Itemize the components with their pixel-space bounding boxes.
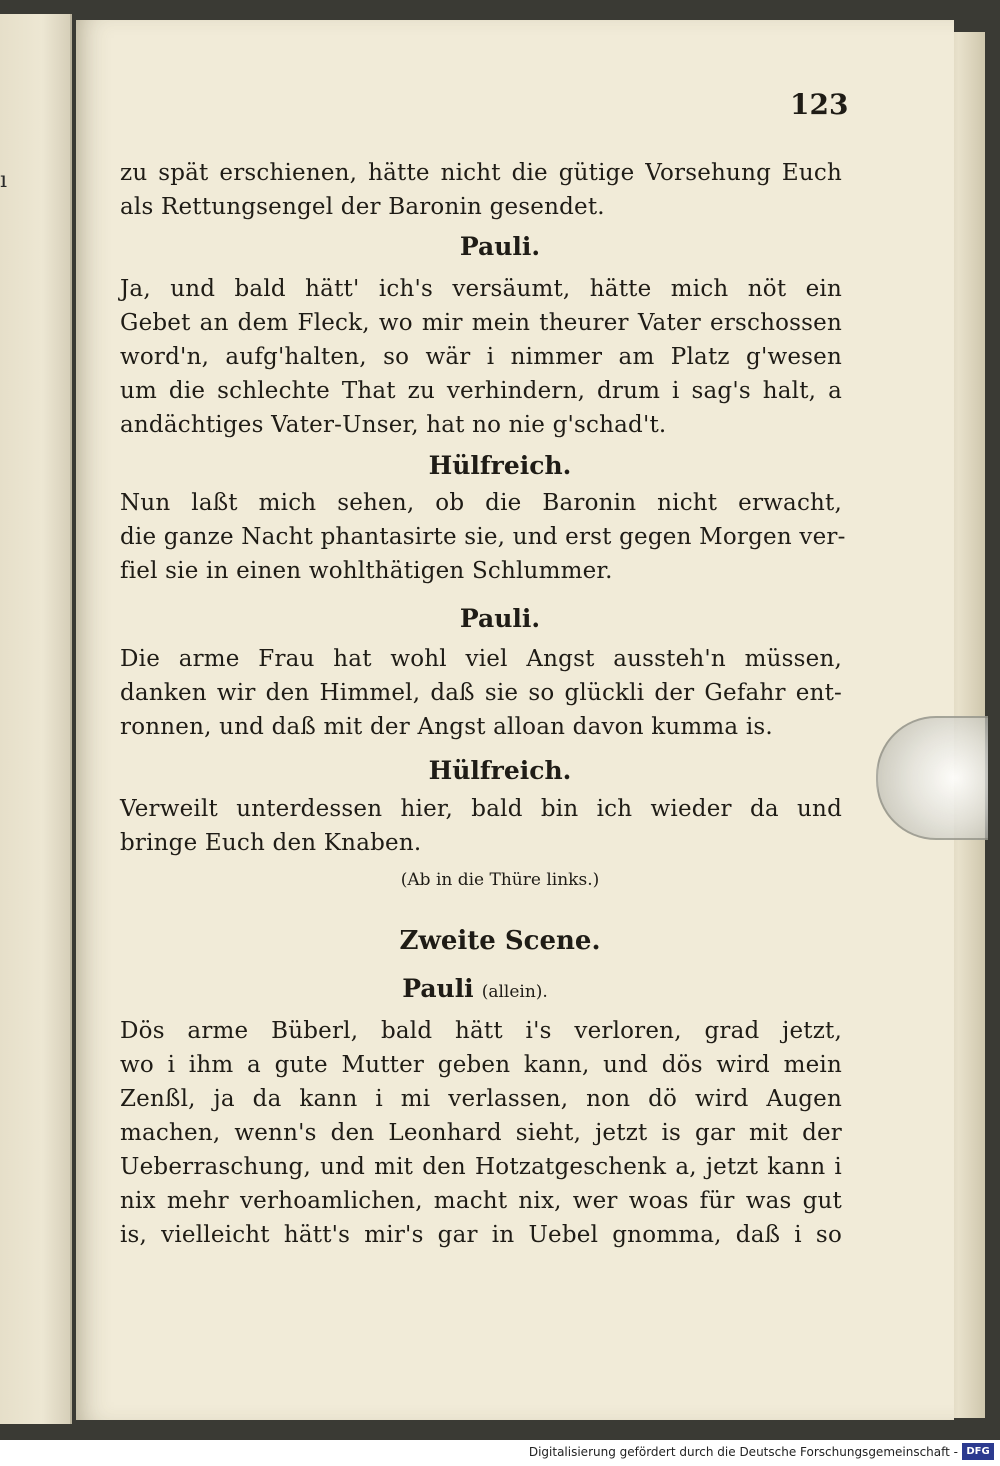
- left-page-fragment: ı: [0, 168, 8, 193]
- page-number: 123: [790, 88, 849, 121]
- speaker-heading: [0, 974, 950, 1003]
- page-clip: [876, 716, 988, 840]
- text-line: word'n, aufg'halten, so wär i nimmer am Platz g'wesen: [120, 344, 842, 370]
- text-line: Ueberraschung, und mit den Hotzatgeschenk a, jetzt kann i: [120, 1154, 842, 1180]
- speaker-name: Hülfreich.: [428, 451, 572, 480]
- text-line: danken wir den Himmel, daß sie so glückli der Gefahr ent-: [120, 680, 842, 706]
- text-line: Gebet an dem Fleck, wo mir mein theurer Vater erschossen: [120, 310, 842, 336]
- left-page-edge: [0, 14, 72, 1424]
- speaker-name: Pauli: [402, 974, 474, 1003]
- text-line: wo i ihm a gute Mutter geben kann, und dös wird mein: [120, 1052, 842, 1078]
- text-line: Dös arme Büberl, bald hätt i's verloren, grad jetzt,: [120, 1018, 842, 1044]
- scene-title: Zweite Scene.: [399, 926, 601, 956]
- speaker-name: Hülfreich.: [428, 756, 572, 785]
- speaker-name: Pauli.: [459, 604, 541, 633]
- text-line: ronnen, und daß mit der Angst alloan davon kumma is.: [120, 714, 773, 740]
- footer-bar: [0, 1440, 1000, 1466]
- text-line: Die arme Frau hat wohl viel Angst aussteh'n müssen,: [120, 646, 842, 672]
- text-line: nix mehr verhoamlichen, macht nix, wer woas für was gut: [120, 1188, 842, 1214]
- text-line: Zenßl, ja da kann i mi verlassen, non dö wird Augen: [120, 1086, 842, 1112]
- text-line: is, vielleicht hätt's mir's gar in Uebel gnomma, daß i so: [120, 1222, 842, 1248]
- footer-credit: Digitalisierung gefördert durch die Deutsche Forschungsgemeinschaft -: [528, 1445, 958, 1459]
- dfg-logo: DFG: [962, 1443, 994, 1460]
- text-line: andächtiges Vater-Unser, hat no nie g'schad't.: [120, 412, 667, 438]
- text-line: als Rettungsengel der Baronin gesendet.: [120, 194, 605, 220]
- stage-direction: (Ab in die Thüre links.): [400, 870, 600, 890]
- text-line: machen, wenn's den Leonhard sieht, jetzt is gar mit der: [120, 1120, 842, 1146]
- text-line: Ja, und bald hätt' ich's versäumt, hätte mich nöt ein: [120, 276, 842, 302]
- speaker-name: Pauli.: [459, 232, 541, 261]
- text-line: die ganze Nacht phantasirte sie, und erst gegen Morgen ver-: [120, 524, 846, 550]
- text-line: Verweilt unterdessen hier, bald bin ich wieder da und: [120, 796, 842, 822]
- text-line: fiel sie in einen wohlthätigen Schlummer.: [120, 558, 613, 584]
- speaker-note: (allein).: [481, 982, 548, 1002]
- text-line: Nun laßt mich sehen, ob die Baronin nicht erwacht,: [120, 490, 842, 516]
- text-line: bringe Euch den Knaben.: [120, 830, 422, 856]
- text-line: zu spät erschienen, hätte nicht die gütige Vorsehung Euch: [120, 160, 842, 186]
- text-line: um die schlechte That zu verhindern, drum i sag's halt, a: [120, 378, 842, 404]
